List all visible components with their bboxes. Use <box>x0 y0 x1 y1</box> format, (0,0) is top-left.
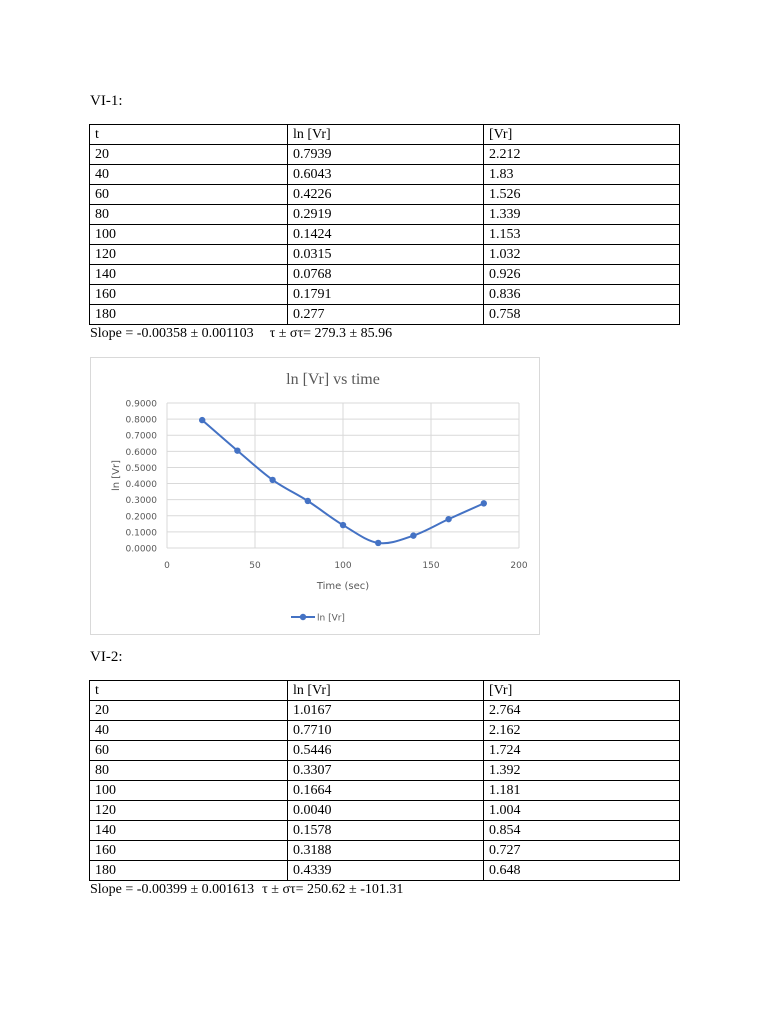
table-header-cell: [Vr] <box>484 125 680 145</box>
data-point <box>445 516 451 522</box>
x-tick-label: 100 <box>334 561 352 571</box>
table-cell: 1.339 <box>484 205 680 225</box>
table-cell: 1.526 <box>484 185 680 205</box>
table-cell: 2.212 <box>484 145 680 165</box>
y-tick-label: 0.3000 <box>125 496 157 507</box>
slope-line-vi-2 <box>90 882 403 898</box>
data-point <box>269 477 275 483</box>
table-cell: 1.153 <box>484 225 680 245</box>
data-point <box>305 498 311 504</box>
table-cell: 40 <box>90 165 288 185</box>
table-cell: 0.854 <box>484 821 680 841</box>
table-cell: 160 <box>90 285 288 305</box>
x-tick-label: 0 <box>164 561 170 571</box>
table-cell: 0.1664 <box>288 781 484 801</box>
table-cell: 0.758 <box>484 305 680 325</box>
table-cell: 0.0040 <box>288 801 484 821</box>
legend-label: ln [Vr] <box>317 613 345 624</box>
y-tick-label: 0.6000 <box>125 447 157 458</box>
table-cell: 0.727 <box>484 841 680 861</box>
table-cell: 120 <box>90 245 288 265</box>
table-row <box>90 185 680 205</box>
x-tick-label: 200 <box>510 561 528 571</box>
table-row <box>90 245 680 265</box>
table-row <box>90 841 680 861</box>
table-cell: 120 <box>90 801 288 821</box>
table-cell: 140 <box>90 821 288 841</box>
data-point <box>234 447 240 453</box>
table-cell: 180 <box>90 861 288 881</box>
y-tick-label: 0.0000 <box>125 544 157 555</box>
table-row <box>90 265 680 285</box>
table-row <box>90 205 680 225</box>
y-tick-label: 0.2000 <box>125 512 157 523</box>
table-row <box>90 861 680 881</box>
table-row <box>90 701 680 721</box>
y-tick-label: 0.1000 <box>125 528 157 539</box>
table-cell: 0.4339 <box>288 861 484 881</box>
table-cell: 0.0768 <box>288 265 484 285</box>
table-cell: 0.7710 <box>288 721 484 741</box>
table-cell: 0.7939 <box>288 145 484 165</box>
data-point <box>410 532 416 538</box>
table-cell: 0.5446 <box>288 741 484 761</box>
table-cell: 100 <box>90 781 288 801</box>
data-point <box>340 522 346 528</box>
table-cell: 0.6043 <box>288 165 484 185</box>
table-cell: 1.392 <box>484 761 680 781</box>
table-header-cell: ln [Vr] <box>288 681 484 701</box>
line-chart <box>91 358 539 634</box>
table-cell: 140 <box>90 265 288 285</box>
table-cell: 1.724 <box>484 741 680 761</box>
table-cell: 0.1578 <box>288 821 484 841</box>
table-cell: 100 <box>90 225 288 245</box>
table-cell: 20 <box>90 701 288 721</box>
table-cell: 0.648 <box>484 861 680 881</box>
x-axis-label: Time (sec) <box>316 581 370 592</box>
x-tick-label: 50 <box>249 561 261 571</box>
table-header-cell: t <box>90 125 288 145</box>
table-cell: 40 <box>90 721 288 741</box>
y-tick-label: 0.4000 <box>125 480 157 491</box>
legend-marker <box>300 614 306 620</box>
table-cell: 80 <box>90 205 288 225</box>
table-header-row <box>90 681 680 701</box>
table-cell: 60 <box>90 185 288 205</box>
table-cell: 0.2919 <box>288 205 484 225</box>
table-header-cell: t <box>90 681 288 701</box>
table-cell: 1.83 <box>484 165 680 185</box>
table-cell: 160 <box>90 841 288 861</box>
y-tick-label: 0.9000 <box>125 399 157 410</box>
table-cell: 0.0315 <box>288 245 484 265</box>
table-cell: 0.1791 <box>288 285 484 305</box>
table-cell: 20 <box>90 145 288 165</box>
table-header-row <box>90 125 680 145</box>
table-row <box>90 225 680 245</box>
chart-container <box>90 357 540 635</box>
table-cell: 180 <box>90 305 288 325</box>
table-cell: 0.1424 <box>288 225 484 245</box>
y-axis-label: ln [Vr] <box>111 459 122 492</box>
table-cell: 1.004 <box>484 801 680 821</box>
table-row <box>90 821 680 841</box>
table-cell: 1.0167 <box>288 701 484 721</box>
y-tick-label: 0.7000 <box>125 431 157 442</box>
table-cell: 0.4226 <box>288 185 484 205</box>
table-cell: 1.032 <box>484 245 680 265</box>
slope-text: Slope = -0.00358 ± 0.001103 <box>90 326 254 341</box>
table-cell: 0.3188 <box>288 841 484 861</box>
table-row <box>90 761 680 781</box>
table-cell: 80 <box>90 761 288 781</box>
slope-line-vi-1 <box>90 326 392 342</box>
table-row <box>90 165 680 185</box>
table-cell: 0.836 <box>484 285 680 305</box>
y-tick-label: 0.8000 <box>125 415 157 426</box>
table-cell: 0.277 <box>288 305 484 325</box>
section-heading-vi-1: VI-1: <box>90 93 123 109</box>
table-row <box>90 741 680 761</box>
data-table-vi-1 <box>89 124 680 325</box>
y-tick-label: 0.5000 <box>125 463 157 474</box>
table-row <box>90 721 680 741</box>
table-header-cell: ln [Vr] <box>288 125 484 145</box>
section-heading-vi-2: VI-2: <box>90 649 123 665</box>
table-cell: 1.181 <box>484 781 680 801</box>
table-row <box>90 285 680 305</box>
chart-title: ln [Vr] vs time <box>286 371 380 388</box>
data-point <box>199 417 205 423</box>
table-cell: 2.764 <box>484 701 680 721</box>
table-cell: 60 <box>90 741 288 761</box>
slope-text: Slope = -0.00399 ± 0.001613 <box>90 882 255 897</box>
x-tick-label: 150 <box>422 561 440 571</box>
data-point <box>481 500 487 506</box>
table-row <box>90 781 680 801</box>
table-header-cell: [Vr] <box>484 681 680 701</box>
table-row <box>90 801 680 821</box>
table-cell: 0.3307 <box>288 761 484 781</box>
table-cell: 2.162 <box>484 721 680 741</box>
table-row <box>90 145 680 165</box>
data-table-vi-2 <box>89 680 680 881</box>
tau-text: τ ± στ= 279.3 ± 85.96 <box>269 326 393 341</box>
table-row <box>90 305 680 325</box>
table-cell: 0.926 <box>484 265 680 285</box>
tau-text: τ ± στ= 250.62 ± -101.31 <box>262 882 404 897</box>
data-point <box>375 540 381 546</box>
